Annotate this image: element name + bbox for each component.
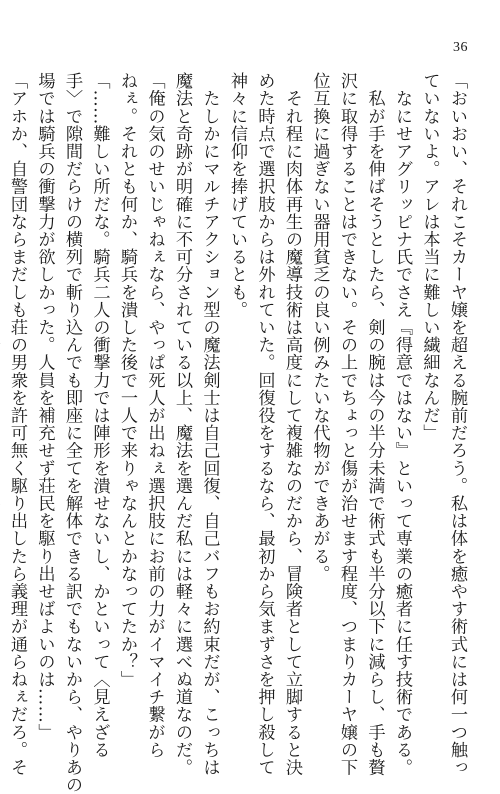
text-line: ていないよ。アレは本当に難しい繊細なんだ」 [419, 72, 440, 442]
text-line: 神々に信仰を捧げているとも。 [227, 72, 247, 319]
text-line: 「おいおい、それこそカーヤ嬢を超える腕前だろう。私は体を癒やす術式には何一つ触っ [447, 72, 467, 776]
text-line: 場では騎兵の衝撃力が欲しかった。人員を補充せず荘民を駆り出せばよいのは……」 [34, 72, 55, 741]
text-line: 位互換に過ぎない器用貧乏の良い例みたいな代物ができあがる。 [309, 72, 330, 583]
text-line: めた時点で選択肢からは外れていた。回復役をするなら、最初から気まずさを押し殺して [254, 72, 275, 776]
page-number: 36 [453, 40, 468, 55]
text-line: 「アホか、自警団ならまだしも荘の男衆を許可無く駆り出したら義理が通らねぇだろ。そ [7, 72, 27, 776]
vertical-text-body [7, 72, 470, 794]
text-line: 「……難しい所だな。騎兵二人の衝撃力では陣形を潰せないし、かといって〈見えざる [89, 72, 110, 759]
text-line: たしかにマルチアクション型の魔法剣士は自己回復、自己バフもお約束だが、こっちは [199, 72, 220, 776]
text-line [0, 72, 3, 684]
text-line: それ程に肉体再生の魔導技術は高度にして複雑なのだから、冒険者として立脚すると決 [282, 72, 302, 776]
text-line: 魔法と奇跡が明確に不可分されている以上、魔法を選んだ私には軽々に選べぬ道なのだ。 [172, 72, 192, 776]
text-line: 沢に取得することはできない。その上でちょっと傷が治せます程度、つまりカーヤ嬢の下 [337, 72, 357, 776]
text-line: 手〉で隙間だらけの横列で斬り込んでも即座に全てを解体できる訳でもないから、やりあの [62, 72, 82, 794]
text-line: 「俺の気のせいじゃねぇなら、やっぱ死人が出ねぇ選択肢にお前の力がイマイチ繋がら [144, 72, 165, 759]
text-line: 私が手を伸ばそうとしたら、剣の腕は今の半分未満で術式も半分以下に減らし、手も贅 [364, 72, 385, 776]
text-line: なにせアグリッピナ氏でさえ『得意ではない』といって専業の癒者に任す技術である。 [392, 72, 412, 776]
text-line: ねぇ。それとも何か、騎兵を潰した後で一人で来りゃなんとかなってたか？」 [117, 72, 137, 688]
